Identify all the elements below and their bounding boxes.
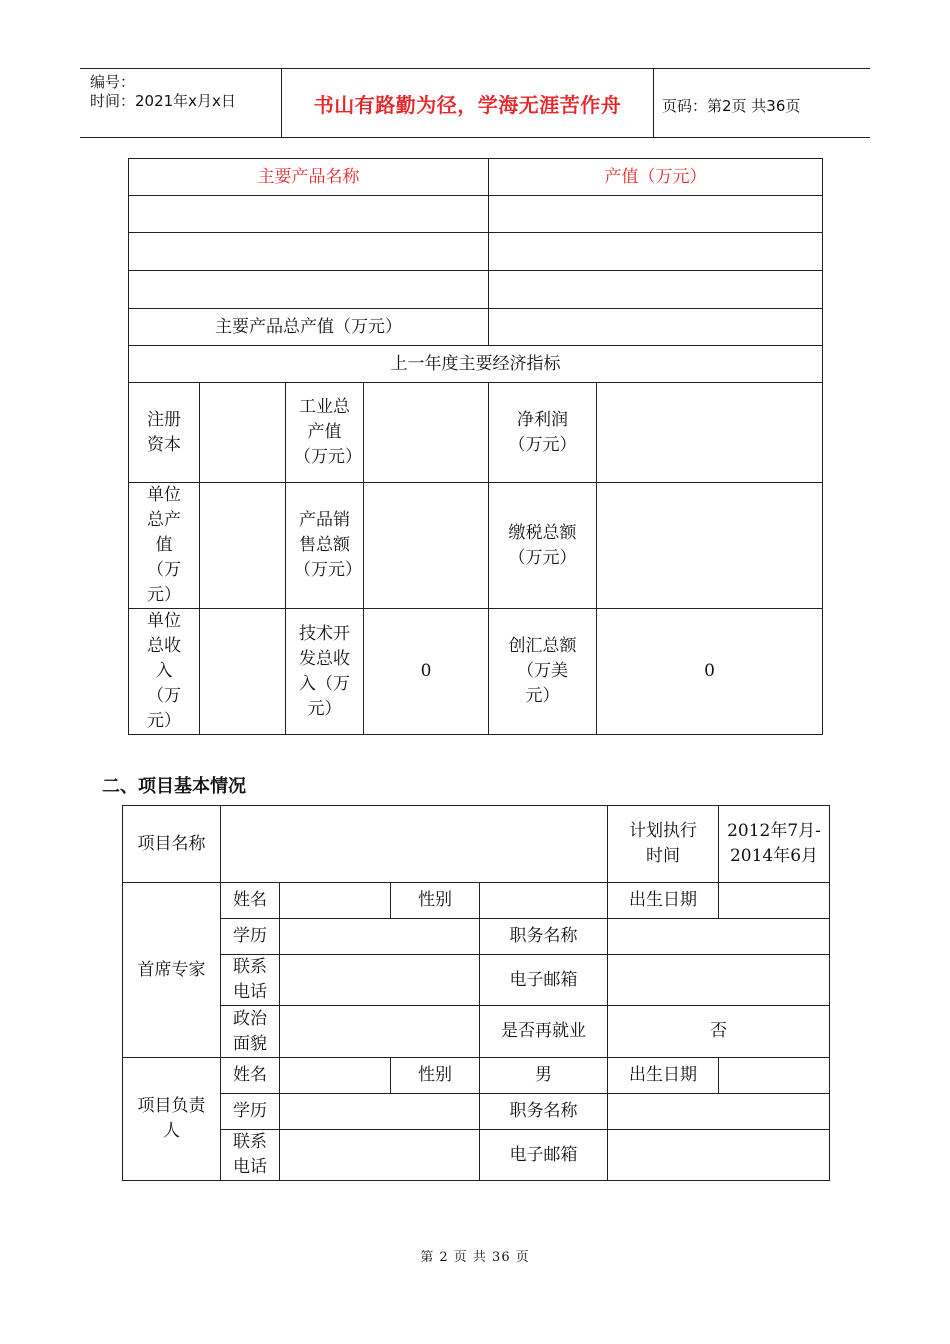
field-label: 性别	[391, 883, 480, 919]
field-label: 是否再就业	[480, 1006, 608, 1058]
unit-total-output-label: 单位总产值（万元）	[129, 483, 200, 609]
header-meta	[80, 69, 281, 137]
project-leader-row	[123, 1094, 830, 1130]
chief-expert-phone-value[interactable]	[280, 955, 480, 1006]
project-leader-title-value[interactable]	[608, 1094, 830, 1130]
product-name-cell[interactable]	[129, 233, 489, 271]
product-name-cell[interactable]	[129, 271, 489, 309]
registered-capital-label: 注册资本	[129, 383, 200, 483]
product-value-header: 产值（万元）	[489, 159, 823, 196]
field-label: 姓名	[221, 1058, 280, 1094]
project-leader-edu-value[interactable]	[280, 1094, 480, 1130]
field-label: 性别	[391, 1058, 480, 1094]
page-header	[80, 68, 870, 138]
forex-earnings-label: 创汇总额（万美元）	[489, 609, 597, 735]
page-footer: 第 2 页 共 36 页	[420, 1250, 530, 1265]
indicators-title-row	[129, 346, 823, 383]
indicators-title: 上一年度主要经济指标	[129, 346, 823, 383]
project-leader-gender-value[interactable]: 男	[480, 1058, 608, 1094]
plan-time-value: 2012年7月-2014年6月	[719, 806, 830, 883]
tax-total-value[interactable]	[597, 483, 823, 609]
chief-expert-reemploy-value[interactable]: 否	[608, 1006, 830, 1058]
product-value-cell[interactable]	[489, 233, 823, 271]
field-label: 出生日期	[608, 1058, 719, 1094]
unit-total-output-value[interactable]	[200, 483, 286, 609]
unit-total-income-value[interactable]	[200, 609, 286, 735]
tech-dev-income-label: 技术开发总收入（万元）	[286, 609, 364, 735]
chief-expert-email-value[interactable]	[608, 955, 830, 1006]
document-number-label: 编号：	[90, 73, 136, 91]
field-label: 联系电话	[221, 1130, 280, 1181]
section-title: 二、项目基本情况	[102, 776, 246, 797]
indicator-row	[129, 609, 823, 735]
indicator-row	[129, 383, 823, 483]
chief-expert-gender-value[interactable]	[480, 883, 608, 919]
chief-expert-title-value[interactable]	[608, 919, 830, 955]
field-label: 学历	[221, 919, 280, 955]
chief-expert-name-value[interactable]	[280, 883, 391, 919]
product-value-cell[interactable]	[489, 271, 823, 309]
industrial-output-label: 工业总产值（万元）	[286, 383, 364, 483]
industrial-output-value[interactable]	[364, 383, 489, 483]
field-label: 联系电话	[221, 955, 280, 1006]
products-total-value[interactable]	[489, 309, 823, 346]
product-value-cell[interactable]	[489, 196, 823, 233]
field-label: 出生日期	[608, 883, 719, 919]
project-name-value[interactable]	[221, 806, 608, 883]
document-time-label: 时间：2021年x月x日	[90, 92, 236, 110]
field-label: 学历	[221, 1094, 280, 1130]
project-leader-birth-value[interactable]	[719, 1058, 830, 1094]
product-sales-value[interactable]	[364, 483, 489, 609]
field-label: 职务名称	[480, 919, 608, 955]
header-divider	[653, 69, 654, 137]
tax-total-label: 缴税总额（万元）	[489, 483, 597, 609]
chief-expert-label: 首席专家	[123, 883, 221, 1058]
registered-capital-value[interactable]	[200, 383, 286, 483]
unit-total-income-label: 单位总收入（万元）	[129, 609, 200, 735]
project-info-table	[122, 805, 830, 1181]
project-leader-row	[123, 1130, 830, 1181]
project-name-label: 项目名称	[123, 806, 221, 883]
product-row	[129, 271, 823, 309]
chief-expert-row	[123, 919, 830, 955]
product-row	[129, 196, 823, 233]
project-leader-name-value[interactable]	[280, 1058, 391, 1094]
forex-earnings-value[interactable]: 0	[597, 609, 823, 735]
tech-dev-income-value[interactable]: 0	[364, 609, 489, 735]
products-table	[128, 158, 823, 735]
project-leader-email-value[interactable]	[608, 1130, 830, 1181]
product-row	[129, 233, 823, 271]
indicator-row	[129, 483, 823, 609]
header-motto: 书山有路勤为径，学海无涯苦作舟	[313, 92, 622, 117]
product-sales-label: 产品销售总额（万元）	[286, 483, 364, 609]
chief-expert-row	[123, 883, 830, 919]
product-name-cell[interactable]	[129, 196, 489, 233]
field-label: 电子邮箱	[480, 1130, 608, 1181]
chief-expert-row	[123, 1006, 830, 1058]
chief-expert-politics-value[interactable]	[280, 1006, 480, 1058]
chief-expert-edu-value[interactable]	[280, 919, 480, 955]
chief-expert-row	[123, 955, 830, 1006]
project-leader-label: 项目负责人	[123, 1058, 221, 1181]
net-profit-label: 净利润（万元）	[489, 383, 597, 483]
chief-expert-birth-value[interactable]	[719, 883, 830, 919]
net-profit-value[interactable]	[597, 383, 823, 483]
field-label: 姓名	[221, 883, 280, 919]
plan-time-label: 计划执行时间	[608, 806, 719, 883]
products-total-label: 主要产品总产值（万元）	[129, 309, 489, 346]
project-name-row	[123, 806, 830, 883]
project-leader-row	[123, 1058, 830, 1094]
header-page-info: 页码：第2页 共36页	[662, 97, 801, 115]
products-total-row	[129, 309, 823, 346]
products-header-row	[129, 159, 823, 196]
field-label: 电子邮箱	[480, 955, 608, 1006]
project-leader-phone-value[interactable]	[280, 1130, 480, 1181]
field-label: 政治面貌	[221, 1006, 280, 1058]
product-name-header: 主要产品名称	[129, 159, 489, 196]
field-label: 职务名称	[480, 1094, 608, 1130]
